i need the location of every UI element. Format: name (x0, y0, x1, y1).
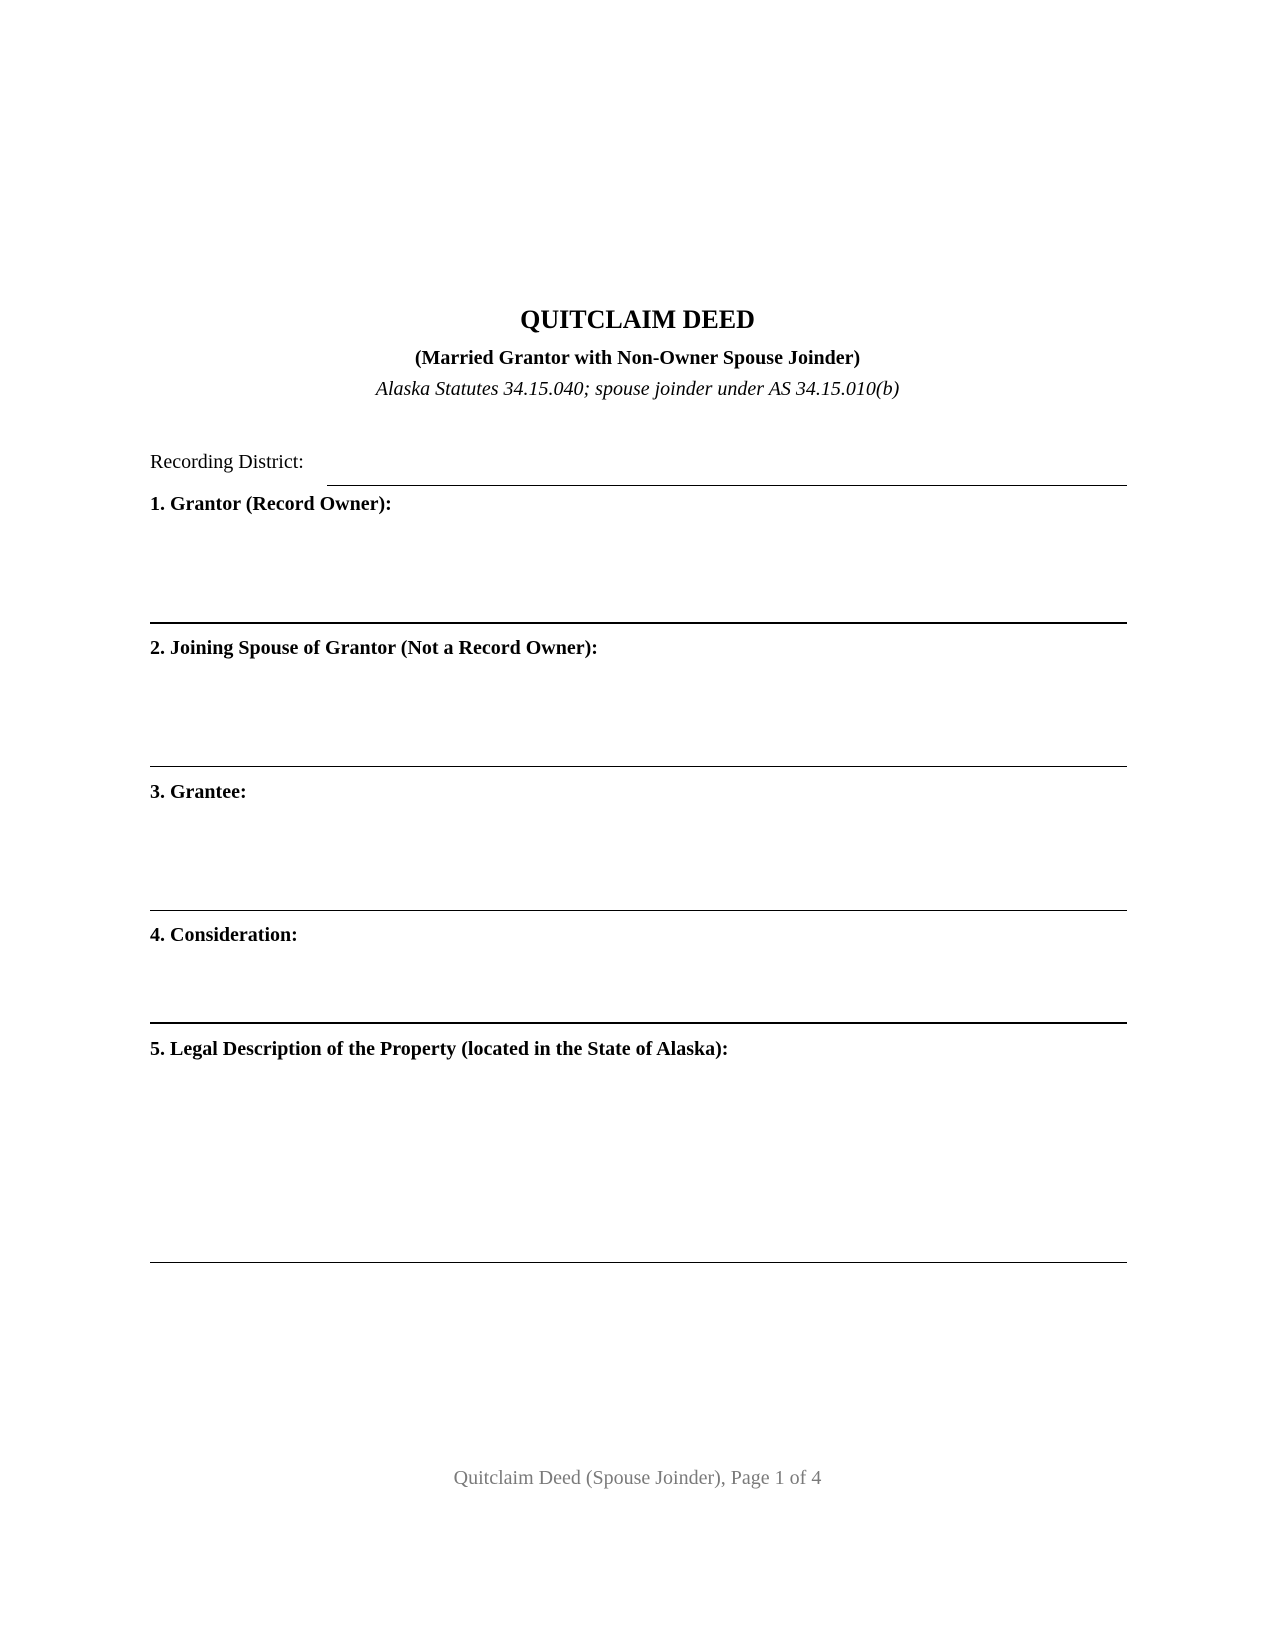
joining-spouse-heading: 2. Joining Spouse of Grantor (Not a Record Owner): (150, 637, 598, 659)
consideration-heading: 4. Consideration: (150, 924, 298, 946)
page-footer: Quitclaim Deed (Spouse Joinder), Page 1 of 4 (453, 1467, 822, 1489)
statute-reference: Alaska Statutes 34.15.040; spouse joinder under AS 34.15.010(b) (375, 378, 900, 400)
recording-district-label: Recording District: (150, 451, 304, 473)
legal-description-field[interactable] (150, 1262, 1127, 1263)
grantor-field[interactable] (150, 622, 1127, 624)
document-title: QUITCLAIM DEED (520, 305, 755, 334)
consideration-field[interactable] (150, 1022, 1127, 1024)
joining-spouse-field[interactable] (150, 766, 1127, 767)
legal-description-heading: 5. Legal Description of the Property (located in the State of Alaska): (150, 1038, 729, 1060)
grantee-heading: 3. Grantee: (150, 781, 247, 803)
recording-district-field[interactable] (327, 485, 1127, 486)
document-subtitle: (Married Grantor with Non-Owner Spouse Joinder) (414, 347, 861, 369)
grantor-heading: 1. Grantor (Record Owner): (150, 493, 392, 515)
grantee-field[interactable] (150, 910, 1127, 911)
